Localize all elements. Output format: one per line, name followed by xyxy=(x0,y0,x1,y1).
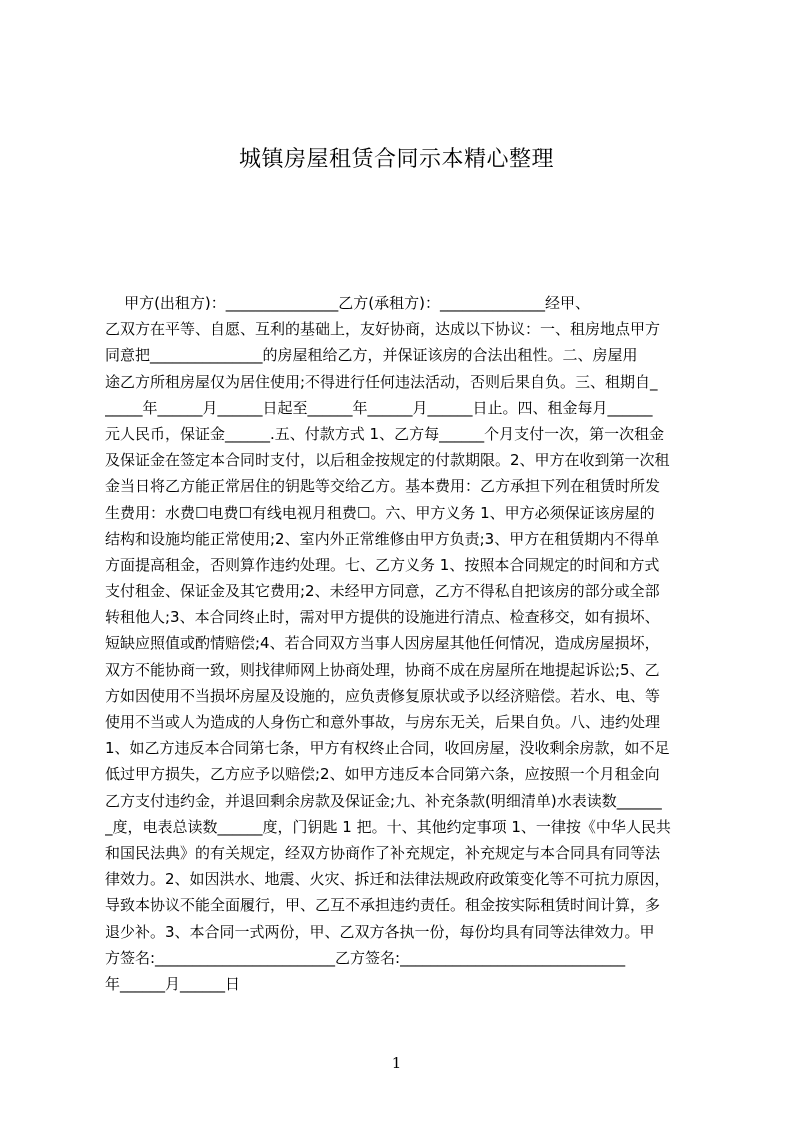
text-line: 导致本协议不能全面履行，甲、乙互不承担违约责任。租金按实际租赁时间计算，多 xyxy=(105,896,661,915)
text-line: 生费用：水费☐电费☐有线电视月租费☐。六、甲方义务 1、甲方必须保证该房屋的 xyxy=(105,503,655,522)
text-line: 元人民币，保证金______.五、付款方式 1、乙方每______个月支付一次，第一次租金 xyxy=(105,424,665,443)
text-line: 支付租金、保证金及其它费用;2、未经甲方同意，乙方不得私自把该房的部分或全部 xyxy=(105,582,660,601)
text-line: 使用不当或人为造成的人身伤亡和意外事故，与房东无关，后果自负。八、违约处理 xyxy=(105,713,661,731)
signature-line: 方签名:________________________乙方签名:______________________________ xyxy=(105,948,626,967)
text-line: 及保证金在签定本合同时支付，以后租金按规定的付款期限。2、甲方在收到第一次租 xyxy=(105,451,670,470)
document-title: 城镇房屋租赁合同示本精心整理 xyxy=(238,147,554,172)
text-line: _度，电表总读数______度，门钥匙 1 把。十、其他约定事项 1、一律按《中华人民共 xyxy=(105,817,671,836)
text-line: _____年______月______日起至______年______月______日止。四、租金每月______ xyxy=(105,398,653,417)
text-line: 方如因使用不当损坏房屋及设施的，应负责修复原状或予以经济赔偿。若水、电、等 xyxy=(105,686,661,705)
text-line: 律效力。2、如因洪水、地震、火灾、拆迁和法律法规政府政策变化等不可抗力原因， xyxy=(105,870,670,889)
text-line: 甲方(出租方)：_______________乙方(承租方)：______________经甲、 xyxy=(105,294,590,312)
text-line: 方面提高租金，否则算作违约处理。七、乙方义务 1、按照本合同规定的时间和方式 xyxy=(105,555,660,574)
text-line: 双方不能协商一致，则找律师网上协商处理，协商不成在房屋所在地提起诉讼;5、乙 xyxy=(105,660,660,679)
text-line: 乙方支付违约金，并退回剩余房款及保证金;九、补充条款(明细清单)水表读数______ xyxy=(105,791,662,810)
text-line: 结构和设施均能正常使用;2、室内外正常维修由甲方负责;3、甲方在租赁期内不得单 xyxy=(105,529,660,548)
text-line: 1、如乙方违反本合同第七条，甲方有权终止合同，收回房屋，没收剩余房款，如不足 xyxy=(105,739,670,758)
date-line: 年______月______日 xyxy=(105,974,241,993)
text-line: 转租他人;3、本合同终止时，需对甲方提供的设施进行清点、检查移交，如有损坏、 xyxy=(105,608,660,627)
text-line: 和国民法典》的有关规定，经双方协商作了补充规定，补充规定与本合同具有同等法 xyxy=(105,843,661,862)
text-line: 短缺应照值或酌情赔偿;4、若合同双方当事人因房屋其他任何情况，造成房屋损坏， xyxy=(105,634,660,653)
text-line: 乙双方在平等、自愿、互利的基础上，友好协商，达成以下协议：一、租房地点甲方 xyxy=(105,320,661,339)
text-line: 途乙方所租房屋仅为居住使用;不得进行任何违法活动，否则后果自负。三、租期自_ xyxy=(105,372,658,391)
text-line: 同意把_______________的房屋租给乙方，并保证该房的合法出租性。二、房屋用 xyxy=(105,346,638,365)
text-line: 退少补。3、本合同一式两份，甲、乙双方各执一份，每份均具有同等法律效力。甲 xyxy=(105,922,655,941)
page-number: 1 xyxy=(391,1054,402,1072)
text-line: 金当日将乙方能正常居住的钥匙等交给乙方。基本费用：乙方承担下列在租赁时所发 xyxy=(105,477,661,496)
text-line: 低过甲方损失，乙方应予以赔偿;2、如甲方违反本合同第六条，应按照一个月租金向 xyxy=(105,765,660,784)
contract-body xyxy=(105,290,698,997)
